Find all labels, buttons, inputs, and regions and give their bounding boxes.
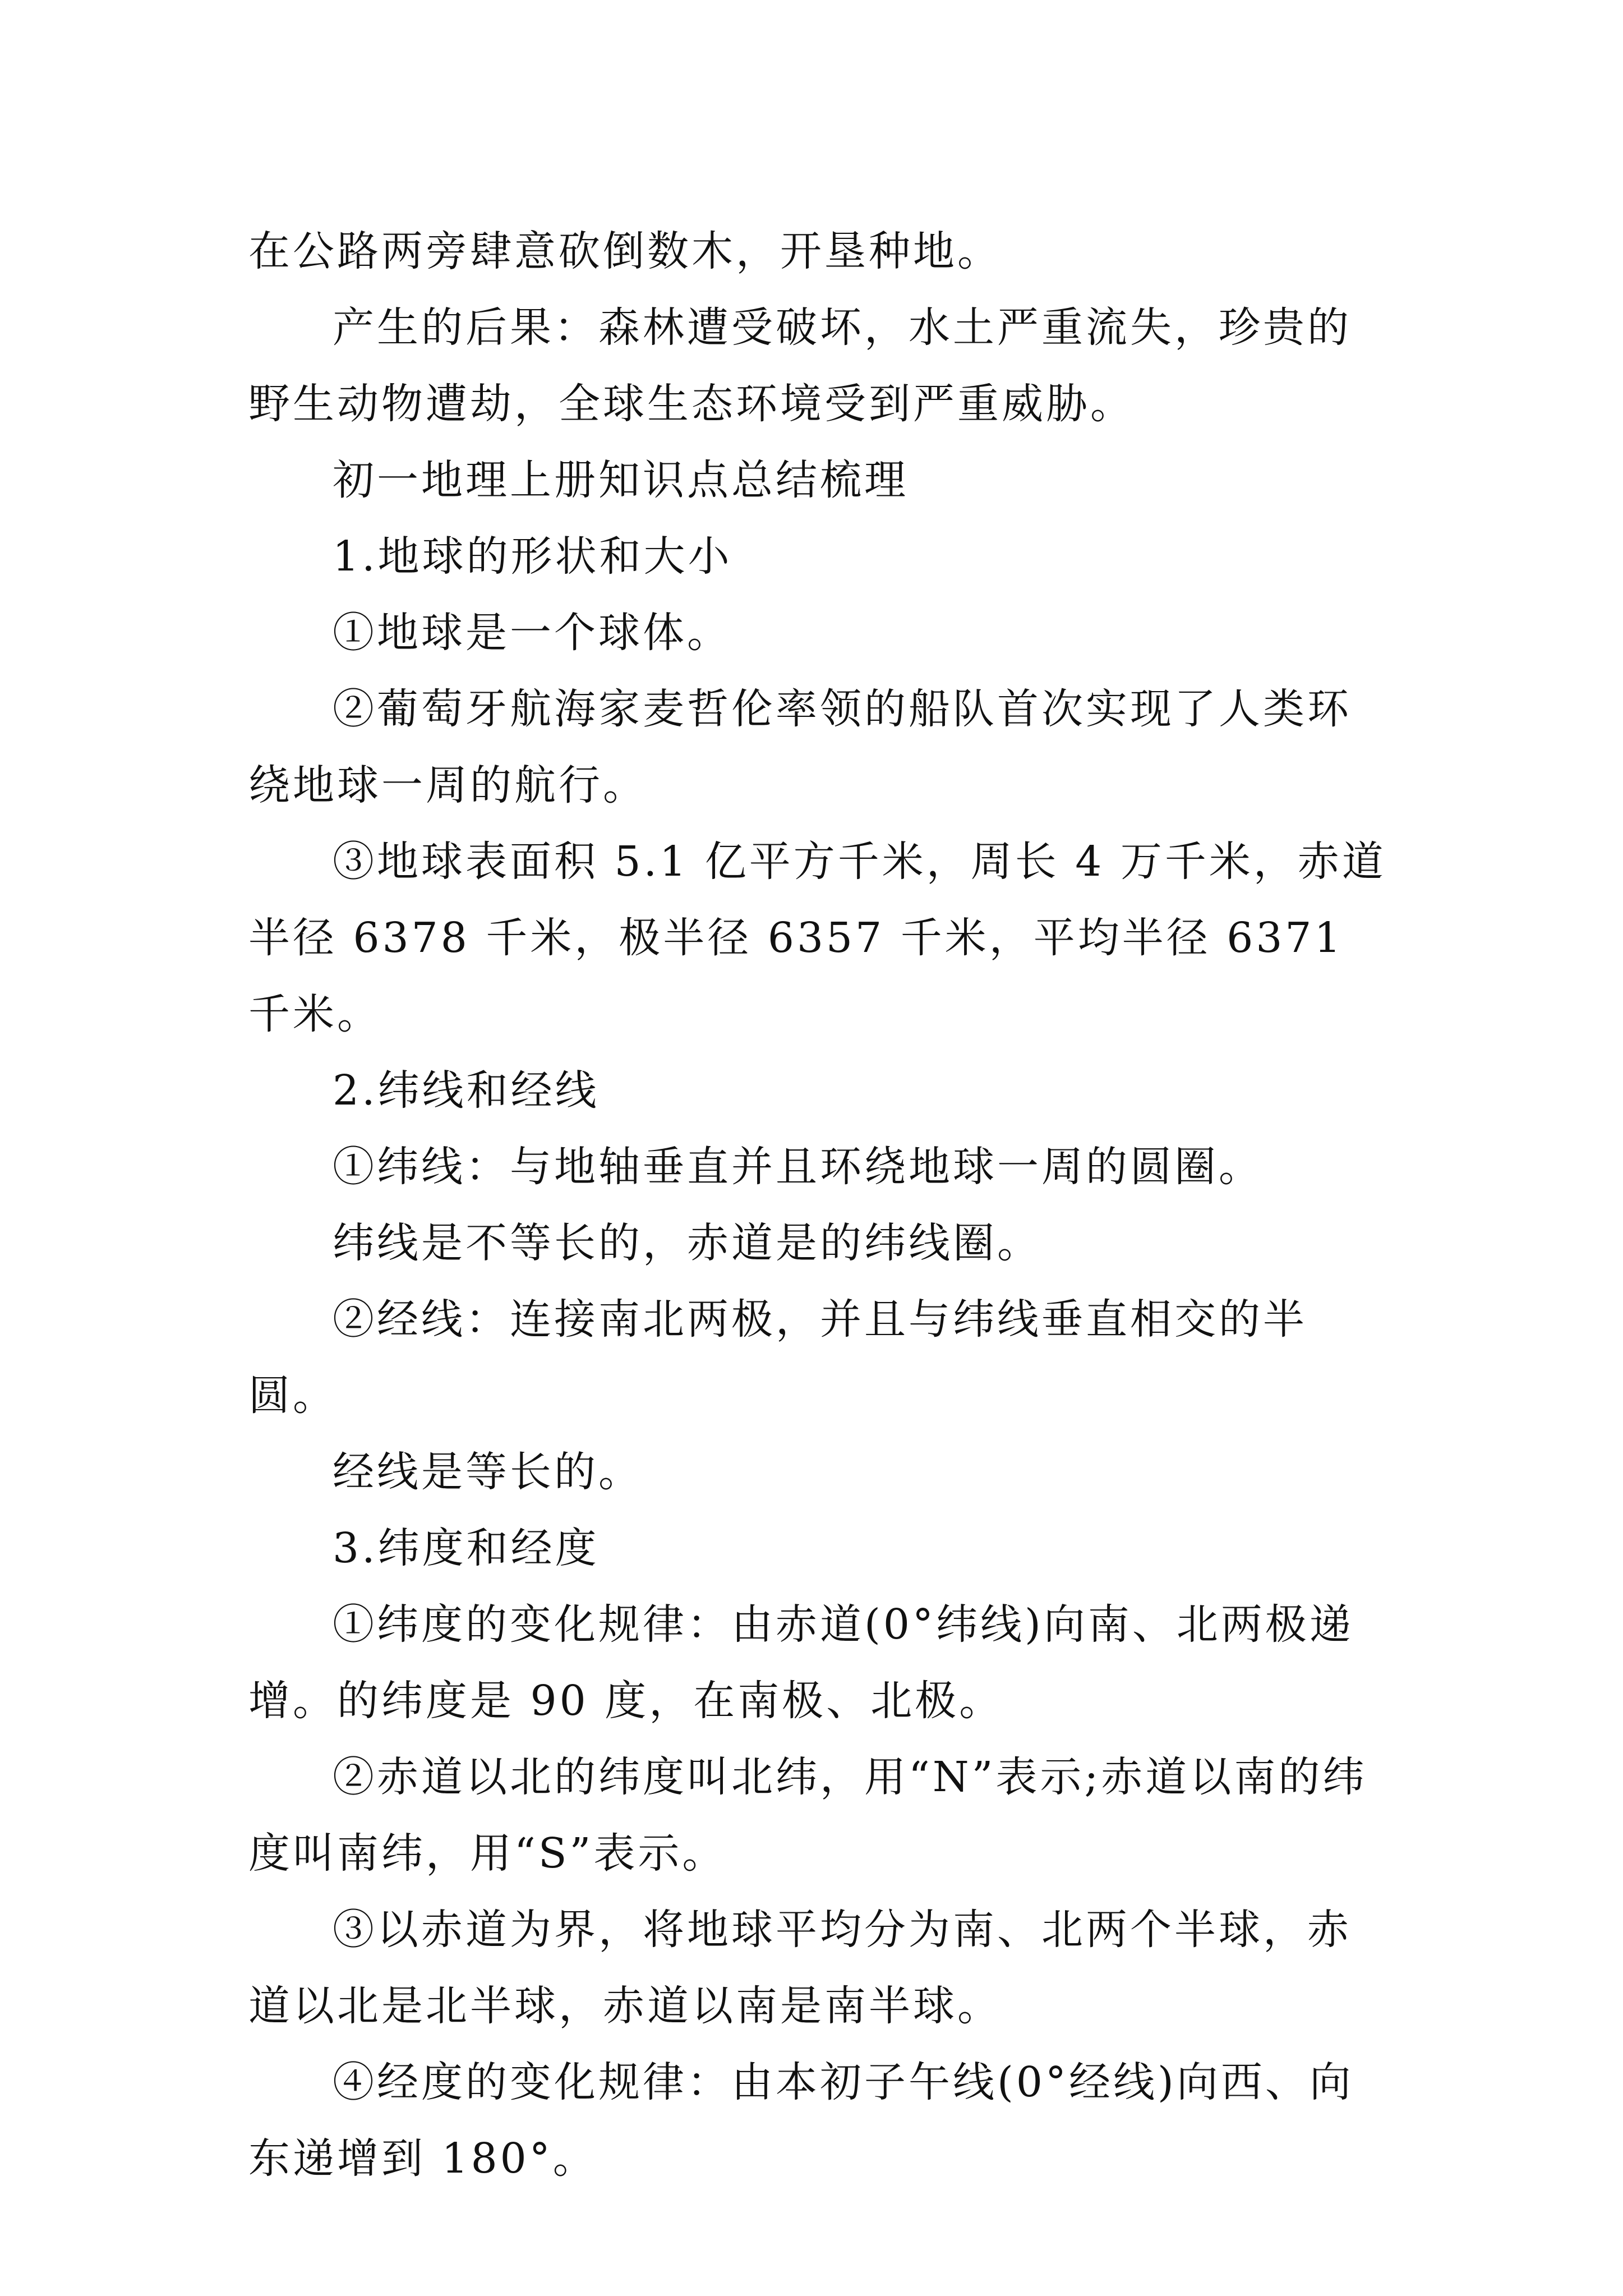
heading-latitude-longitude-lines: 2.纬线和经线 bbox=[333, 1066, 600, 1115]
paragraph-longitude-rule: ④经度的变化规律：由本初子午线(0°经线)向西、向东递增到 180°。 bbox=[248, 2058, 1354, 2183]
paragraph-latitude-rule: ①纬度的变化规律：由赤道(0°纬线)向南、北两极递增。的纬度是 90 度，在南极、北极。 bbox=[248, 1600, 1354, 1725]
paragraph-earth-sphere: ①地球是一个球体。 bbox=[333, 609, 731, 657]
section-title: 初一地理上册知识点总结梳理 bbox=[333, 456, 909, 504]
paragraph-deforestation: 在公路两旁肆意砍倒数木，开垦种地。 bbox=[248, 227, 1002, 275]
paragraph-consequences: 产生的后果：森林遭受破坏，水土严重流失，珍贵的野生动物遭劫，全球生态环境受到严重威胁。 bbox=[248, 303, 1352, 428]
paragraph-longitude-length: 经线是等长的。 bbox=[333, 1448, 643, 1496]
paragraph-latitude-length: 纬线是不等长的，赤道是的纬线圈。 bbox=[333, 1219, 1041, 1267]
document-body bbox=[248, 213, 1387, 2197]
heading-earth-shape: 1.地球的形状和大小 bbox=[333, 532, 732, 581]
paragraph-magellan: ②葡萄牙航海家麦哲伦率领的船队首次实现了人类环绕地球一周的航行。 bbox=[248, 685, 1352, 809]
paragraph-north-south-latitude: ②赤道以北的纬度叫北纬，用“N”表示;赤道以南的纬度叫南纬，用“S”表示。 bbox=[248, 1753, 1367, 1878]
paragraph-longitude-line: ②经线：连接南北两极，并且与纬线垂直相交的半圆。 bbox=[248, 1295, 1307, 1420]
paragraph-earth-size: ③地球表面积 5.1 亿平方千米，周长 4 万千米，赤道半径 6378 千米，极半径 6357 千米，平均半径 6371 千米。 bbox=[248, 838, 1386, 1038]
paragraph-latitude-line: ①纬线：与地轴垂直并且环绕地球一周的圆圈。 bbox=[333, 1143, 1263, 1191]
heading-latitude-longitude: 3.纬度和经度 bbox=[333, 1524, 600, 1572]
paragraph-hemispheres: ③以赤道为界，将地球平均分为南、北两个半球，赤道以北是北半球，赤道以南是南半球。 bbox=[248, 1906, 1352, 2030]
